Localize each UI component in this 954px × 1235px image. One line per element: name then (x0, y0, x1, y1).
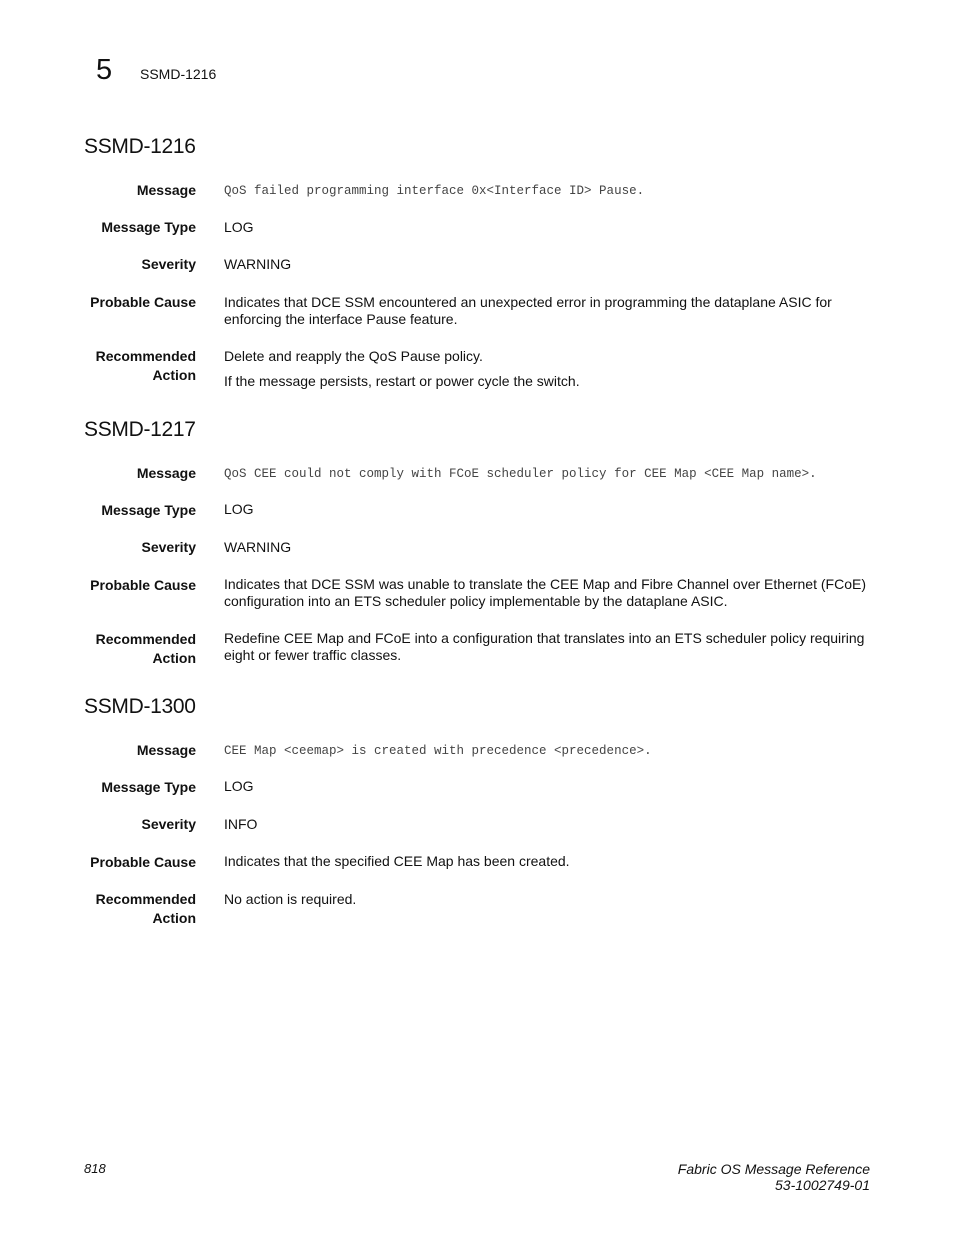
probable-cause-text: Indicates that the specified CEE Map has been created. (224, 853, 570, 869)
label-recommended-line1: Recommended (95, 631, 196, 647)
label-recommended-action (60, 890, 196, 928)
footer-doc-info (678, 1161, 870, 1193)
running-header-topic: SSMD-1216 (140, 66, 217, 82)
severity-value: WARNING (224, 256, 292, 272)
label-message-type: Message Type (101, 502, 196, 518)
message-type-value: LOG (224, 219, 254, 235)
label-message: Message (136, 182, 196, 198)
label-recommended-action (60, 630, 196, 668)
section-title: SSMD-1217 (84, 418, 196, 441)
label-recommended-line2: Action (152, 367, 196, 383)
label-message: Message (136, 465, 196, 481)
footer-doc-title: Fabric OS Message Reference (677, 1161, 870, 1177)
page-number: 818 (84, 1161, 106, 1176)
label-severity: Severity (141, 539, 196, 555)
label-message: Message (136, 742, 196, 758)
label-recommended-line1: Recommended (95, 891, 196, 907)
label-severity: Severity (141, 256, 196, 272)
severity-value: INFO (224, 816, 258, 832)
label-message-type: Message Type (101, 219, 196, 235)
message-type-value: LOG (224, 778, 254, 794)
probable-cause-text: Indicates that DCE SSM encountered an unexpected error in programming the dataplane ASIC for enforcing the interface Pause feature. (224, 294, 832, 327)
label-probable-cause: Probable Cause (90, 854, 196, 870)
label-probable-cause: Probable Cause (90, 577, 196, 593)
label-recommended-line2: Action (152, 910, 196, 926)
severity-value: WARNING (224, 539, 292, 555)
label-recommended-line1: Recommended (95, 348, 196, 364)
label-recommended-line2: Action (152, 650, 196, 666)
recommended-action-line: Delete and reapply the QoS Pause policy. (224, 348, 483, 364)
recommended-action-text (224, 348, 874, 390)
message-text: QoS failed programming interface 0x<Interface ID> Pause. (224, 184, 645, 198)
label-recommended-action (60, 347, 196, 385)
message-text: QoS CEE could not comply with FCoE scheduler policy for CEE Map <CEE Map name>. (224, 467, 817, 481)
label-probable-cause: Probable Cause (90, 294, 196, 310)
chapter-number: 5 (96, 54, 113, 86)
footer-doc-number: 53-1002749-01 (775, 1177, 870, 1193)
label-severity: Severity (141, 816, 196, 832)
recommended-action-line: If the message persists, restart or power cycle the switch. (224, 373, 580, 389)
recommended-action-line: Redefine CEE Map and FCoE into a configuration that translates into an ETS scheduler policy requiring eight or fewer traffic classes. (224, 630, 865, 663)
message-text: CEE Map <ceemap> is created with precedence <precedence>. (224, 744, 652, 758)
recommended-action-line: No action is required. (224, 891, 357, 907)
section-title: SSMD-1216 (84, 135, 196, 158)
probable-cause-text: Indicates that DCE SSM was unable to translate the CEE Map and Fibre Channel over Ethernet (FCoE) configuration into an ETS scheduler policy implementable by the dataplane ASIC. (224, 576, 866, 609)
message-type-value: LOG (224, 501, 254, 517)
section-title: SSMD-1300 (84, 695, 196, 718)
recommended-action-text (224, 891, 874, 908)
recommended-action-text (224, 630, 874, 664)
label-message-type: Message Type (101, 779, 196, 795)
